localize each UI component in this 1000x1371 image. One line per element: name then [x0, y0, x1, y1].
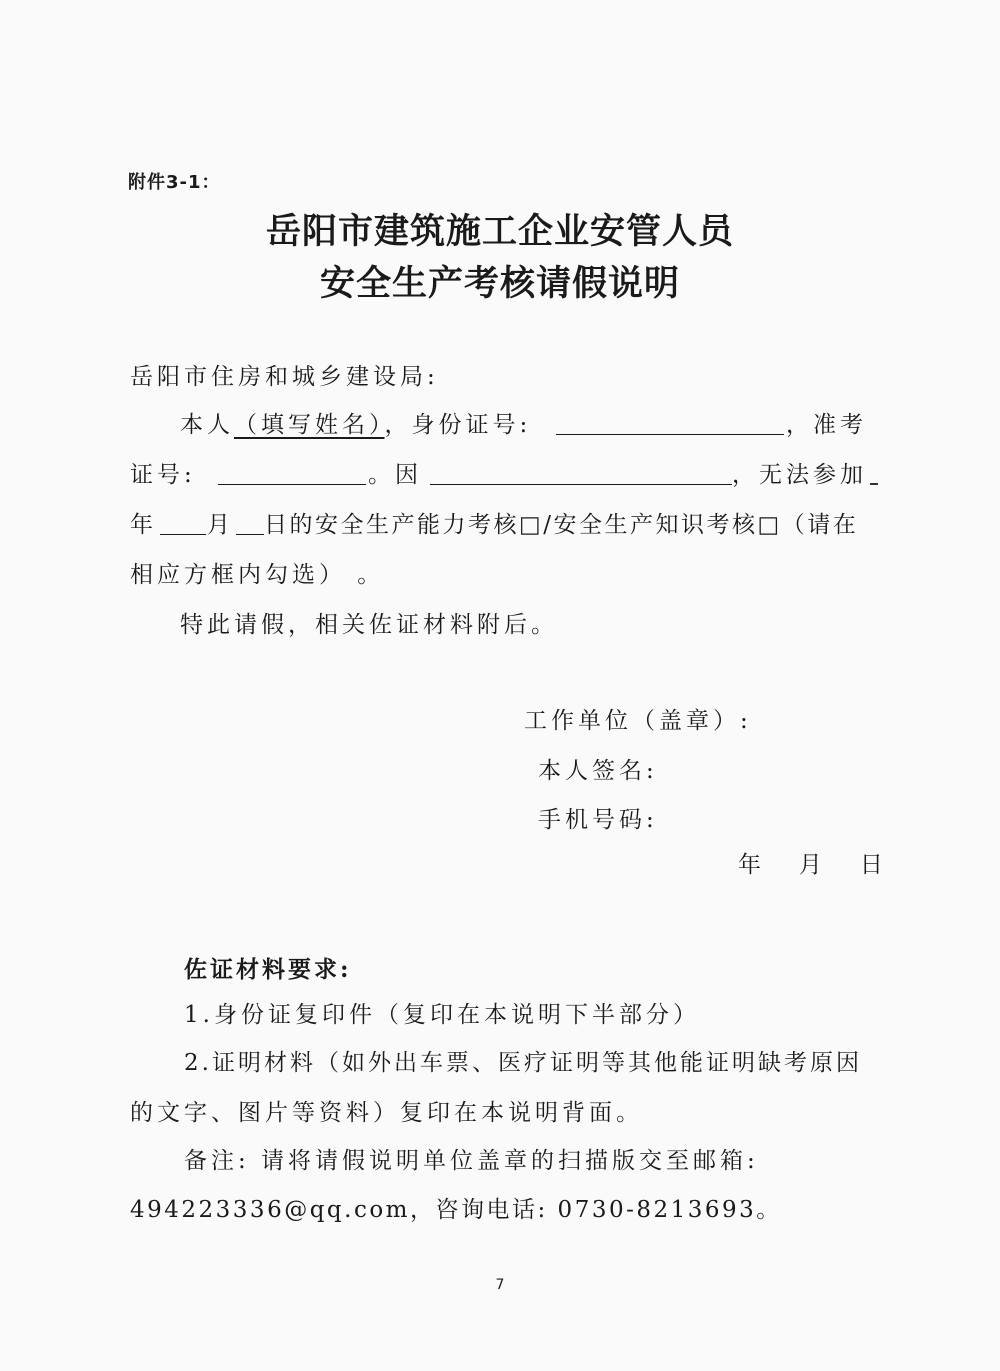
edge-mark [870, 483, 878, 485]
title-line-2: 安全生产考核请假说明 [319, 263, 680, 304]
requirement-item-2-line1: 2.证明材料（如外出车票、医疗证明等其他能证明缺考原因 [184, 1050, 862, 1076]
para1-line3-rest: 日的安全生产能力考核□/安全生产知识考核□（请在 [264, 512, 859, 538]
requirement-item-1: 1.身份证复印件（复印在本说明下半部分） [184, 1002, 700, 1028]
month-blank [160, 510, 206, 535]
signature-unit: 工作单位（盖章）: [524, 708, 752, 734]
para1-line2-mid: 。因 [368, 462, 422, 488]
note-line-2: 494223336@qq.com，咨询电话: 0730-8213693。 [130, 1197, 782, 1223]
note-line-1: 备注: 请将请假说明单位盖章的扫描版交至邮箱: [184, 1148, 759, 1174]
para1-line2-suffix: ，无法参加 [732, 462, 867, 488]
para1-line1-mid: ，身份证号: [384, 412, 532, 438]
title-line-1: 岳阳市建筑施工企业安管人员 [265, 211, 734, 252]
reason-blank [430, 460, 732, 485]
paragraph-2: 特此请假，相关佐证材料附后。 [180, 612, 558, 638]
year-label: 年 [130, 512, 157, 538]
para1-line2-prefix: 证号: [130, 462, 196, 488]
salutation: 岳阳市住房和城乡建设局: [130, 364, 439, 390]
signature-date: 年 月 日 [738, 852, 887, 878]
exam-number-blank [218, 460, 366, 485]
requirement-item-2-line2: 的文字、图片等资料）复印在本说明背面。 [130, 1100, 643, 1126]
day-blank [236, 510, 264, 535]
id-number-blank [556, 410, 784, 435]
signature-name: 本人签名: [538, 758, 658, 784]
attachment-label: 附件3-1： [128, 172, 221, 193]
page-number: 7 [495, 1277, 505, 1293]
para1-line4: 相应方框内勾选） 。 [130, 562, 385, 588]
requirements-heading: 佐证材料要求: [184, 956, 352, 983]
name-placeholder: （填写姓名） [234, 412, 385, 438]
para1-line1-suffix: ，准考 [786, 412, 867, 438]
month-label: 月 [207, 512, 234, 538]
para1-line1-prefix: 本人 [180, 412, 234, 438]
signature-phone: 手机号码: [538, 807, 658, 833]
para1-line1 [180, 410, 531, 440]
